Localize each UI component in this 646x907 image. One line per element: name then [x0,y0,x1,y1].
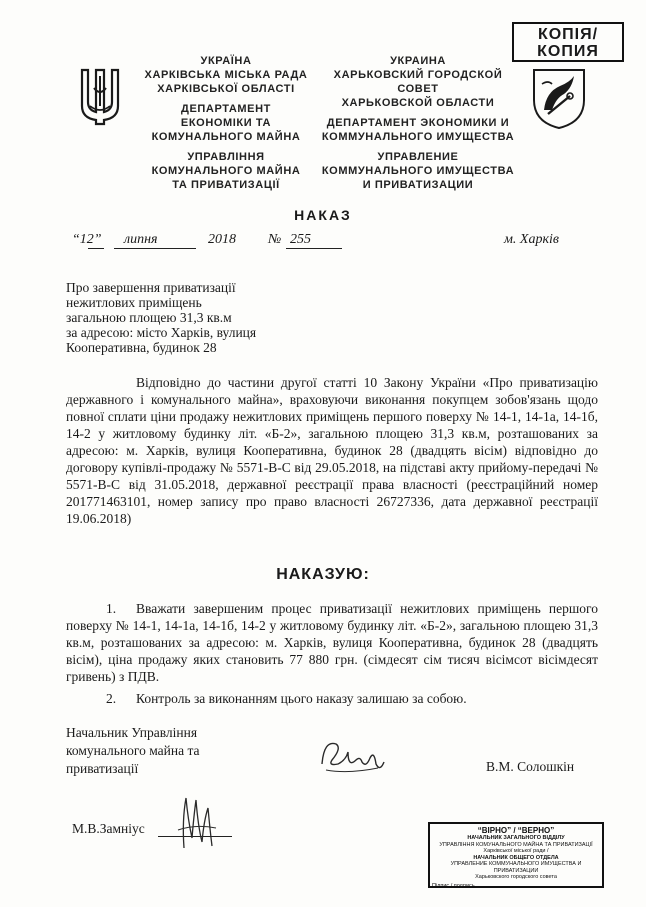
subject-line: нежитлових приміщень [66,295,202,310]
order-date-line [66,232,606,252]
header-ru-line: И ПРИВАТИЗАЦИИ [362,179,474,191]
preamble-text: Відповідно до частини другої статті 10 Закону України «Про приватизацію державного і комунального майна», враховуючи виконання покупцем зобов'язань щодо повної сплати ціни продажу нежитлових приміщень першого поверху № 14-1, 14-1а, 14-1б, 14-2 у житловому будинку літ. «Б-2», загальною площею 31,3 кв.м, розташованих за адресою: м. Харків, вулиця Кооперативна, будинок 28 (двадцять вісім) відповідно до договору купівлі-продажу № 5571-В-С від 29.05.2018, на підставі акту прийому-передачі № 5571-В-С від 31.05.2018, державної реєстрації права власності (реєстраційний номер 201771463101, номер запису про право власності 26727336, дата державної реєстрації 19.06.2018) [66,375,598,526]
order-city: м. Харків [504,232,560,247]
signature-position-line: приватизації [66,761,139,776]
copy-stamp-line: КОПИЯ [537,43,599,60]
verno-line: УПРАВЛІННЯ КОМУНАЛЬНОГО МАЙНА ТА ПРИВАТИЗАЦІЇ [439,841,593,848]
header-ru-line: ХАРЬКОВСКИЙ ГОРОДСКОЙ [333,69,503,81]
order-date-day: “12” [72,232,102,247]
kharkiv-city-emblem [530,66,588,130]
approver-initials-signature [172,790,222,854]
verno-line: Харьковского городского совета [475,874,557,880]
underline [114,248,196,249]
header-ru-line: ДЕПАРТАМЕНТ ЭКОНОМИКИ И [326,117,510,129]
subject-line: за адресою: місто Харків, вулиця [66,325,257,340]
order-item-text: Вважати завершеним процес приватизації нежитлових приміщень першого поверху № 14-1, 14-1а, 14-1б, 14-2 у житловому будинку літ. «Б-2», загальною площею 31,3 кв.м, розташованих за адресою: м. Харків, вулиця Кооперативна, будинок 28 (двадцять вісім), ціна продажу яких становить 77 880 грн. (сімдесят сім тисяч вісімсот вісімдесят гривень) з ПДВ. [66,601,598,684]
header-ua-line: ЕКОНОМІКИ ТА [180,117,272,129]
document-title: НАКАЗ [294,207,352,223]
header-ru-line: ХАРЬКОВСКОЙ ОБЛАСТИ [341,97,495,109]
order-date-year: 2018 [208,232,236,247]
subject-line: Кооперативна, будинок 28 [66,340,217,355]
verno-line: НАЧАЛЬНИК ЗАГАЛЬНОГО ВІДДІЛУ [467,835,565,841]
approver-name: М.В.Замніус [72,821,145,836]
header-russian [318,54,518,192]
order-number: 255 [290,232,311,247]
underline [88,248,104,249]
header-ua-line: УПРАВЛІННЯ [187,151,265,163]
order-number-prefix: № [268,232,282,247]
order-subject [66,280,256,355]
header-ru-line: КОММУНАЛЬНОГО ИМУЩЕСТВА [321,165,515,177]
handwritten-signature [318,734,388,782]
verno-title: “ВІРНО” / “ВЕРНО” [477,826,555,835]
header-ru-line: УПРАВЛЕНИЕ [377,151,459,163]
order-item-text: Контроль за виконанням цього наказу залишаю за собою. [136,691,467,706]
order-item [106,690,598,707]
order-word: НАКАЗУЮ: [276,566,370,583]
header-ua-line: УКРАЇНА [200,55,252,67]
header-ukrainian [132,54,320,192]
header-ua-line: ХАРКІВСЬКА МІСЬКА РАДА [144,69,308,81]
header-ru-line: СОВЕТ [397,83,439,95]
verno-line: УПРАВЛЕНИЕ КОММУНАЛЬНОГО ИМУЩЕСТВА И ПРИВАТИЗАЦИИ [450,861,582,874]
verno-line: НАЧАЛЬНИК ОБЩЕГО ОТДЕЛА [473,854,559,861]
verno-line: Харківської міської ради / [483,848,549,854]
signatory-name: В.М. Солошкін [486,759,575,774]
order-item-number: 2. [106,691,117,706]
certified-true-stamp [428,822,604,888]
header-ua-line: КОМУНАЛЬНОГО МАЙНА [151,131,301,143]
preamble-paragraph [66,374,598,527]
signature-position-line: Начальник Управління [66,725,198,740]
header-ru-line: КОММУНАЛЬНОГО ИМУЩЕСТВА [321,131,515,143]
verno-sign-label: Підпис / подпись [432,882,475,889]
header-ua-line: ДЕПАРТАМЕНТ [181,103,271,115]
order-item [66,600,598,685]
subject-line: Про завершення приватизації [66,280,236,295]
header-ru-line: УКРАИНА [390,55,446,67]
ukraine-trident-emblem [78,66,122,126]
order-item-number: 1. [106,601,117,616]
signature-position-line: комунального майна та [66,743,200,758]
copy-stamp-line: КОПІЯ/ [537,26,599,43]
signature-position [66,724,200,778]
header-ua-line: ТА ПРИВАТИЗАЦІЇ [172,179,280,191]
header-ua-line: КОМУНАЛЬНОГО МАЙНА [151,165,301,177]
copy-stamp [512,22,624,62]
underline [286,248,342,249]
subject-line: загальною площею 31,3 кв.м [66,310,232,325]
header-ua-line: ХАРКІВСЬКОЇ ОБЛАСТІ [157,83,295,95]
order-date-month: липня [124,232,158,247]
